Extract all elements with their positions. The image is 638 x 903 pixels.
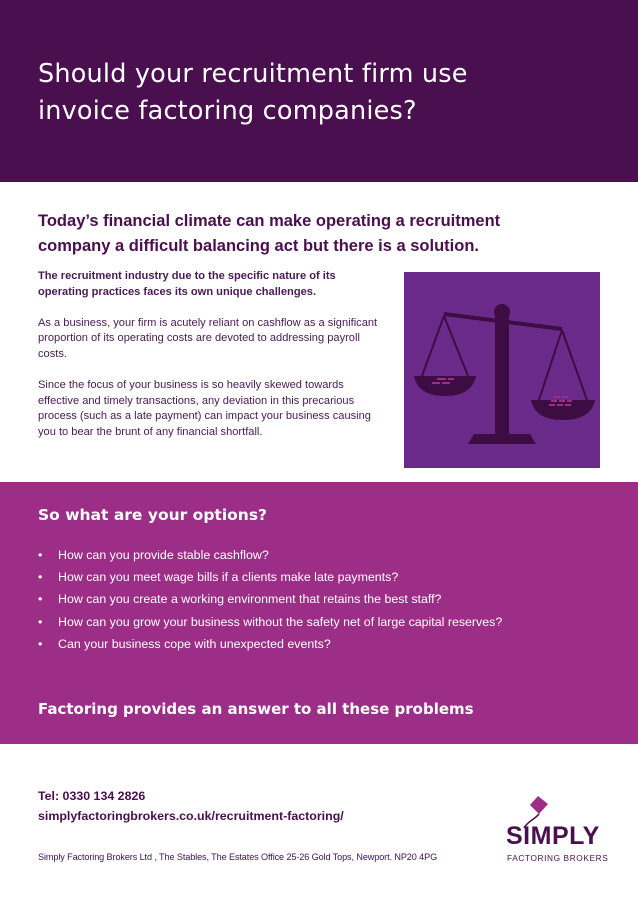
options-heading: So what are your options? [38,506,268,524]
bullet: • [38,570,43,585]
list-item [38,566,618,588]
list-item-text: Can your business cope with unexpected events? [58,636,331,651]
balance-scale-icon [404,272,600,468]
simply-logo [488,794,608,868]
list-item [38,633,618,655]
list-item-text: How can you provide stable cashflow? [58,548,269,562]
page-title-line-2: invoice factoring companies? [38,96,417,126]
intro-paragraph: As a business, your firm is acutely reliant on cashflow as a significant proportion of its operating costs are devoted to addressing payroll costs. [38,316,378,360]
website-link[interactable]: simplyfactoringbrokers.co.uk/recruitment-factoring/ [38,808,344,823]
intro-headline-line-2: company a difficult balancing act but there is a solution. [38,237,479,255]
intro-lead-paragraph: The recruitment industry due to the specific nature of its operating practices faces its own unique challenges. [38,270,336,298]
logo-wordmark: SIMPLY [506,822,600,850]
bullet: • [38,636,43,651]
list-item [38,611,618,633]
header-banner [0,0,638,182]
list-item-text: How can you meet wage bills if a clients make late payments? [58,570,399,585]
contact-block [38,787,344,826]
logo-subtitle: FACTORING BROKERS [507,853,609,863]
company-address: Simply Factoring Brokers Ltd , The Stables, The Estates Office 25-26 Gold Tops, Newport. NP20 4PG [38,852,438,862]
phone-number[interactable]: Tel: 0330 134 2826 [38,789,146,803]
intro-body [38,269,378,456]
intro-headline-line-1: Today’s financial climate can make operating a recruitment [38,212,501,230]
bullet: • [38,592,43,607]
options-section [0,482,638,744]
bullet: • [38,614,43,629]
options-list [38,544,618,655]
page-title [38,56,598,130]
page-title-line-1: Should your recruitment firm use [38,59,468,89]
options-conclusion: Factoring provides an answer to all these problems [38,700,474,718]
list-item-text: How can you create a working environment that retains the best staff? [58,592,442,607]
list-item-text: How can you grow your business without the safety net of large capital reserves? [58,614,503,629]
scale-illustration [404,272,600,468]
bullet: • [38,548,43,562]
list-item [38,588,618,610]
intro-paragraph: Since the focus of your business is so heavily skewed towards effective and timely transactions, any deviation in this precarious process (such as a late payment) can impact your business causing you to bear the brunt of any financial shortfall. [38,379,371,438]
list-item [38,544,618,566]
intro-headline [38,209,608,259]
